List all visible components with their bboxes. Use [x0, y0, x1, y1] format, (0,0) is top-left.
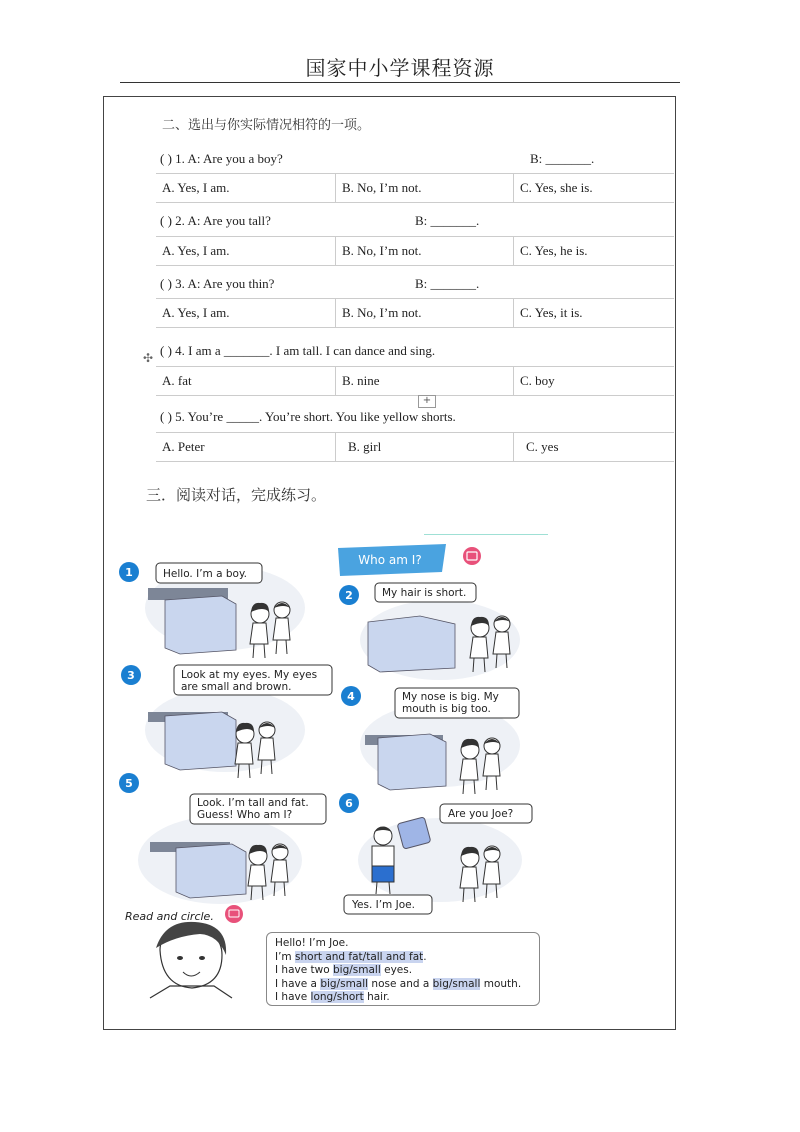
- comic-panel-4: [341, 686, 520, 794]
- comic-panel-6: [339, 793, 532, 914]
- panel-bubble-text: My nose is big. My: [402, 691, 499, 703]
- panel-number: 1: [125, 566, 133, 579]
- question-prompt: ( ) 3. A: Are you thin?: [160, 276, 275, 291]
- option-a: A. Yes, I am.: [156, 237, 336, 265]
- option-a: A. fat: [156, 367, 336, 395]
- answer-blank: B: _______.: [530, 151, 595, 166]
- page-header-title: 国家中小学课程资源: [305, 56, 495, 80]
- panel-number: 6: [345, 797, 353, 810]
- option-b: B. nine: [336, 367, 514, 395]
- circle-choice[interactable]: big/small: [320, 977, 369, 990]
- panel-bubble-text: Hello. I’m a boy.: [163, 568, 248, 580]
- joe-text-box: [266, 932, 540, 1006]
- option-b: B. girl: [336, 433, 514, 461]
- panel-number: 5: [125, 777, 133, 790]
- question-prompt: ( ) 2. A: Are you tall?: [160, 213, 271, 228]
- joe-line-4: I have a big/small nose and a big/small mouth.: [275, 977, 522, 990]
- joe-line-2: I’m short and fat/tall and fat.: [275, 950, 427, 963]
- option-a: A. Yes, I am.: [156, 299, 336, 327]
- answer-blank: B: _______.: [415, 213, 480, 228]
- panel-number: 4: [347, 690, 355, 703]
- panel-bubble-text: are small and brown.: [181, 681, 292, 693]
- answer-blank: B: _______.: [415, 276, 480, 291]
- question-prompt: ( ) 1. A: Are you a boy?: [160, 151, 283, 166]
- option-c: C. Yes, he is.: [520, 243, 588, 258]
- read-and-circle-label: Read and circle.: [125, 910, 214, 923]
- question-prompt: ( ) 5. You’re _____. You’re short. You like yellow shorts.: [160, 409, 456, 424]
- panel-reply-text: Yes. I’m Joe.: [352, 899, 415, 911]
- option-a: A. Yes, I am.: [156, 174, 336, 202]
- comic-panel-1: [119, 562, 305, 658]
- option-a: A. Peter: [156, 433, 336, 461]
- option-c: C. boy: [520, 373, 555, 388]
- option-c: C. yes: [526, 439, 559, 454]
- panel-number: 2: [345, 589, 353, 602]
- joe-line-1: Hello! I’m Joe.: [275, 937, 349, 949]
- read-circle-icon: [225, 905, 243, 923]
- section2-title: 二、选出与你实际情况相符的一项。: [162, 118, 371, 133]
- question-prompt: ( ) 4. I am a _______. I am tall. I can dance and sing.: [160, 343, 436, 358]
- joe-face: [150, 922, 232, 998]
- option-b: B. No, I’m not.: [336, 299, 514, 327]
- panel-bubble-text: Guess! Who am I?: [197, 809, 293, 821]
- who-am-i-banner: [338, 544, 481, 576]
- panel-bubble-text: mouth is big too.: [402, 703, 491, 715]
- section3-title: 三．阅读对话，完成练习。: [146, 486, 327, 504]
- circle-choice[interactable]: long/short: [310, 991, 364, 1003]
- panel-bubble-text: My hair is short.: [382, 587, 467, 599]
- banner-text: Who am I?: [358, 553, 422, 567]
- comic-panel-2: [339, 583, 520, 680]
- table-move-icon[interactable]: ✣: [143, 351, 154, 365]
- option-c: C. Yes, she is.: [520, 180, 593, 195]
- option-b: B. No, I’m not.: [336, 174, 514, 202]
- joe-line-3: I have two big/small eyes.: [275, 964, 413, 976]
- panel-bubble-text: Are you Joe?: [448, 808, 514, 820]
- option-b: B. No, I’m not.: [336, 237, 514, 265]
- circle-choice[interactable]: big/small: [333, 964, 381, 976]
- comic-panel-3: [121, 665, 332, 778]
- panel-bubble-text: Look. I’m tall and fat.: [197, 797, 309, 809]
- panel-bubble-text: Look at my eyes. My eyes: [181, 669, 318, 681]
- comic-panel-5: [119, 773, 326, 904]
- panel-number: 3: [127, 669, 135, 682]
- circle-choice[interactable]: short and fat/tall and fat: [295, 950, 424, 963]
- circle-choice[interactable]: big/small: [432, 977, 481, 990]
- joe-line-5: I have long/short hair.: [275, 991, 390, 1003]
- option-c: C. Yes, it is.: [520, 305, 583, 320]
- add-row-icon[interactable]: +: [418, 395, 436, 408]
